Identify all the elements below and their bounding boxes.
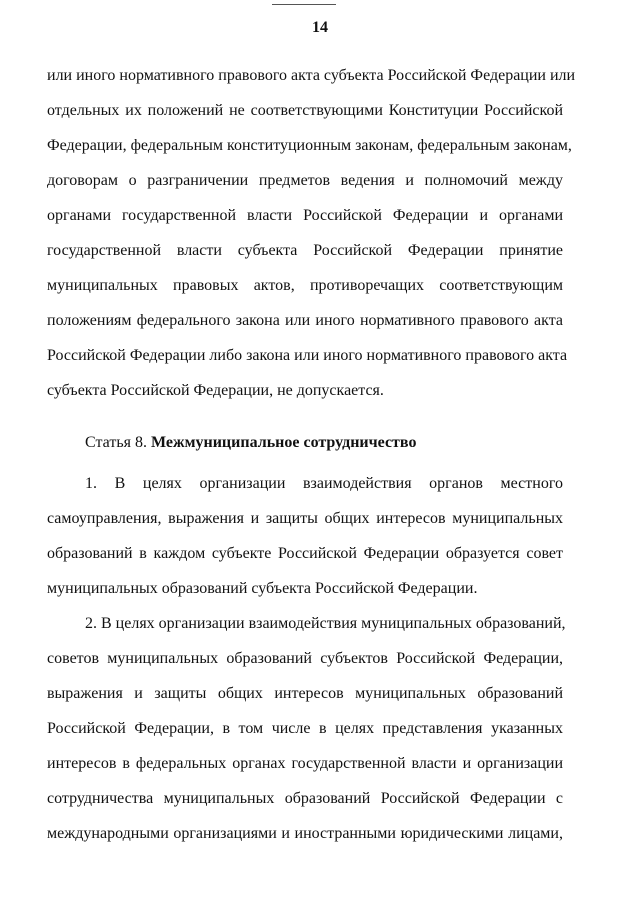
page-number: 14 [312,19,328,36]
article-label: Статья 8. [85,434,147,451]
text-line: Федерации, федеральным конституционным законам, федеральным законам, [47,137,572,154]
text-line: договорам о разграничении предметов ведения и полномочий между [47,172,563,189]
text-line: органами государственной власти Российской Федерации и органами [47,207,563,224]
text-line: муниципальных образований субъекта Российской Федерации. [47,580,478,597]
text-line: Российской Федерации, в том числе в целях представления указанных [47,720,563,737]
text-line: отдельных их положений не соответствующими Конституции Российской [47,102,563,119]
text-line: выражения и защиты общих интересов муниципальных образований [47,685,563,702]
text-line: государственной власти субъекта Российской Федерации принятие [47,242,563,259]
text-line: муниципальных правовых актов, противоречащих соответствующим [47,277,563,294]
text-line: международными организациями и иностранными юридическими лицами, [47,825,563,842]
article-heading-line [47,425,563,460]
text-line: положениям федерального закона или иного нормативного правового акта [47,312,563,329]
text-line: интересов в федеральных органах государственной власти и организации [47,755,563,772]
article-title: Межмуниципальное сотрудничество [150,434,417,451]
paragraph-item-1 [47,466,563,606]
text-line: или иного нормативного правового акта субъекта Российской Федерации или [47,67,576,84]
text-line: 2. В целях организации взаимодействия муниципальных образований, [85,615,566,632]
paragraph-item-2 [47,606,566,851]
article-heading [47,425,563,460]
text-line: 1. В целях организации взаимодействия органов местного [85,475,563,492]
header-rule [272,4,336,5]
text-line: Российской Федерации либо закона или иного нормативного правового акта [47,347,568,364]
text-line: сотрудничества муниципальных образований Российской Федерации с [47,790,563,807]
text-line: советов муниципальных образований субъектов Российской Федерации, [47,650,563,667]
paragraph-continuation [47,58,576,408]
text-line: образований в каждом субъекте Российской Федерации образуется совет [47,545,563,562]
text-line: субъекта Российской Федерации, не допускается. [47,382,384,399]
text-line: самоуправления, выражения и защиты общих интересов муниципальных [47,510,563,527]
